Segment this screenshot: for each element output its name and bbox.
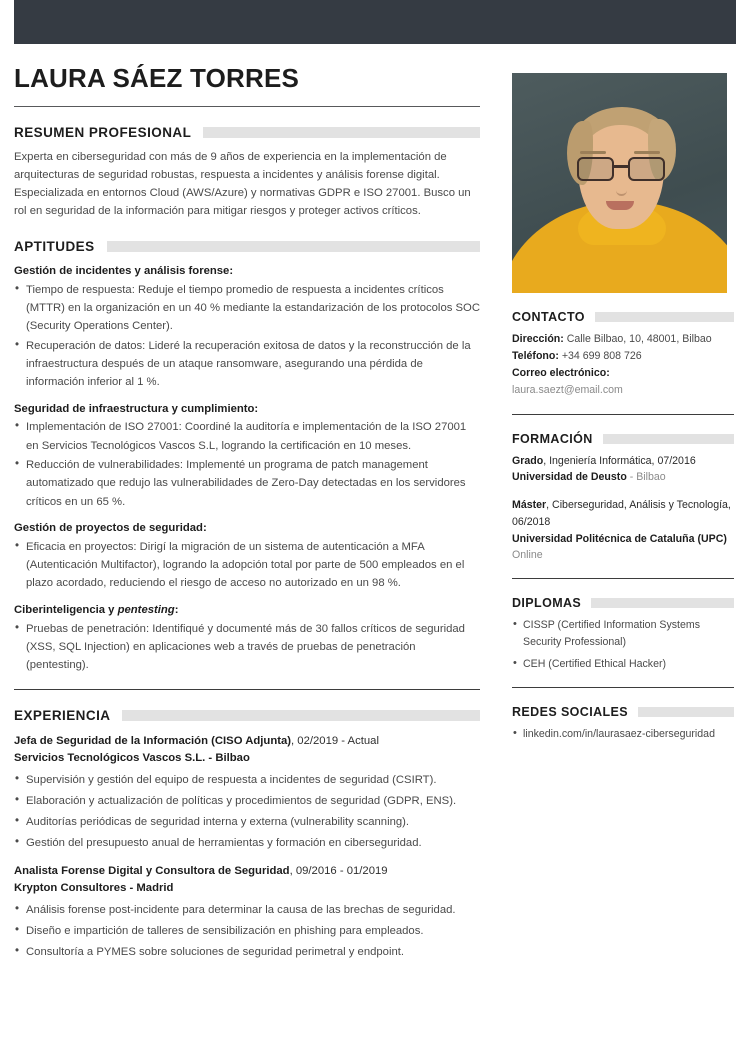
experience-entry bbox=[14, 733, 480, 853]
photo-nose bbox=[616, 185, 627, 196]
section-heading-contact bbox=[512, 310, 734, 324]
list-item: • Gestión del presupuesto anual de herramientas y formación en ciberseguridad. bbox=[14, 834, 480, 852]
education-note: Online bbox=[512, 549, 543, 562]
sidebar-divider bbox=[512, 414, 734, 415]
list-item: • Consultoría a PYMES sobre soluciones de seguridad perimetral y endpoint. bbox=[14, 943, 480, 961]
job-duties bbox=[14, 901, 480, 962]
address-label: Dirección: bbox=[512, 333, 564, 345]
list-item: • Tiempo de respuesta: Reduje el tiempo promedio de respuesta a incidentes críticos (MTTR) en la organización en un 40 % mediante la estandarización de los protocolos SOC (Security Operations Center). bbox=[14, 281, 480, 336]
education-title: FORMACIÓN bbox=[512, 431, 593, 446]
heading-bar bbox=[638, 707, 734, 717]
list-item: • Implementación de ISO 27001: Coordiné la auditoría e implementación de la ISO 27001 en Servicios Tecnológicos Vascos S.L, logrando la certificación en 10 meses. bbox=[14, 418, 480, 455]
section-heading-skills bbox=[14, 239, 480, 254]
education-degree: Grado bbox=[512, 454, 544, 467]
section-heading-social bbox=[512, 705, 734, 719]
skills-group-list bbox=[14, 538, 480, 593]
skills-group-heading: Gestión de proyectos de seguridad: bbox=[14, 521, 207, 534]
section-divider bbox=[14, 689, 480, 690]
list-item: • Diseño e impartición de talleres de sensibilización en phishing para empleados. bbox=[14, 922, 480, 940]
list-item: • Análisis forense post-incidente para determinar la causa de las brechas de seguridad. bbox=[14, 901, 480, 919]
avatar bbox=[512, 73, 727, 293]
list-item: • Recuperación de datos: Lideré la recuperación exitosa de datos y la reconstrucción de la infraestructura después de un ataque ransomware, asegurando una pérdida de información inferior al 1 %. bbox=[14, 337, 480, 392]
phone-label: Teléfono: bbox=[512, 350, 559, 363]
photo-lens-left bbox=[577, 157, 614, 181]
skills-title: APTITUDES bbox=[14, 238, 95, 254]
experience-title: EXPERIENCIA bbox=[14, 707, 111, 723]
photo-brow-right bbox=[634, 151, 660, 154]
sidebar-divider bbox=[512, 578, 734, 579]
summary-title: RESUMEN PROFESIONAL bbox=[14, 124, 192, 140]
skills-group-list bbox=[14, 281, 480, 392]
social-list bbox=[512, 726, 734, 743]
skills-group bbox=[14, 602, 480, 675]
contact-phone bbox=[512, 348, 734, 365]
job-title-line bbox=[14, 733, 480, 751]
title-divider bbox=[14, 106, 480, 107]
email-value[interactable]: laura.saezt@email.com bbox=[512, 384, 623, 397]
education-institution: Universidad Politécnica de Cataluña (UPC) bbox=[512, 532, 727, 545]
skills-group-heading-tail: : bbox=[174, 603, 179, 616]
list-item-social-link[interactable]: • linkedin.com/in/laurasaez-ciberseguridad bbox=[512, 726, 734, 743]
job-title-line bbox=[14, 863, 480, 881]
list-item: • Pruebas de penetración: Identifiqué y documenté más de 30 fallos críticos de seguridad (XSS, SQL Injection) en aplicaciones web a través de pruebas de penetración (pentesting). bbox=[14, 620, 480, 675]
education-degree: Máster bbox=[512, 499, 547, 512]
section-heading-diplomas bbox=[512, 596, 734, 610]
education-field: , Ciberseguridad, Análisis y Tecnología, 06/2018 bbox=[512, 499, 731, 528]
diplomas-list bbox=[512, 617, 734, 672]
skills-group-heading bbox=[14, 602, 480, 619]
education-institution-line bbox=[512, 531, 734, 548]
main-column bbox=[14, 44, 480, 965]
skills-group-list bbox=[14, 620, 480, 675]
sidebar-divider bbox=[512, 687, 734, 688]
skills-group-heading: Gestión de incidentes y análisis forense: bbox=[14, 264, 234, 277]
job-company: Servicios Tecnológicos Vascos S.L. - Bilbao bbox=[14, 752, 250, 765]
list-item: • Elaboración y actualización de políticas y procedimientos de seguridad (GDPR, ENS). bbox=[14, 792, 480, 810]
education-entry bbox=[512, 497, 734, 564]
contact-title: CONTACTO bbox=[512, 310, 585, 324]
contact-address bbox=[512, 331, 734, 348]
list-item: • Eficacia en proyectos: Dirigí la migración de un sistema de autenticación a MFA (Autenticación Multifactor), logrando la adopción total por parte de 500 empleados en el plazo acordado, reduciendo el riesgo de acceso no autorizado en un 98 %. bbox=[14, 538, 480, 593]
list-item: • CEH (Certified Ethical Hacker) bbox=[512, 656, 734, 673]
section-heading-education bbox=[512, 432, 734, 446]
section-heading-experience bbox=[14, 708, 480, 723]
job-role: Jefa de Seguridad de la Información (CISO Adjunta) bbox=[14, 734, 292, 747]
skills-group bbox=[14, 401, 480, 511]
education-entry bbox=[512, 453, 734, 486]
diplomas-title: DIPLOMAS bbox=[512, 596, 582, 611]
header-band bbox=[14, 0, 736, 44]
list-item: • CISSP (Certified Information Systems Security Professional) bbox=[512, 617, 734, 650]
experience-entry bbox=[14, 863, 480, 962]
skills-group bbox=[14, 520, 480, 593]
heading-bar bbox=[595, 312, 734, 322]
education-degree-line bbox=[512, 453, 734, 470]
job-dates: , 02/2019 - Actual bbox=[291, 734, 379, 747]
job-dates: , 09/2016 - 01/2019 bbox=[289, 864, 388, 877]
email-label: Correo electrónico: bbox=[512, 367, 610, 380]
job-role: Analista Forense Digital y Consultora de Seguridad bbox=[14, 864, 290, 877]
photo-lens-right bbox=[628, 157, 665, 181]
heading-bar bbox=[203, 127, 480, 138]
address-value: Calle Bilbao, 10, 48001, Bilbao bbox=[566, 333, 712, 345]
list-item: • Supervisión y gestión del equipo de respuesta a incidentes de seguridad (CSIRT). bbox=[14, 771, 480, 789]
job-company: Krypton Consultores - Madrid bbox=[14, 882, 174, 895]
education-institution: Universidad de Deusto bbox=[512, 471, 627, 484]
page-title: LAURA SÁEZ TORRES bbox=[14, 63, 300, 93]
job-duties bbox=[14, 771, 480, 853]
list-item: • Auditorías periódicas de seguridad interna y externa (vulnerability scanning). bbox=[14, 813, 480, 831]
photo-brow-left bbox=[580, 151, 606, 154]
skills-group-heading: Seguridad de infraestructura y cumplimiento: bbox=[14, 402, 259, 415]
contact-email-label-row bbox=[512, 365, 734, 382]
education-location: - Bilbao bbox=[626, 471, 666, 484]
skills-group-heading-text: Ciberinteligencia y bbox=[14, 603, 118, 616]
skills-group bbox=[14, 263, 480, 392]
skills-group-list bbox=[14, 418, 480, 510]
education-field: , Ingeniería Informática, 07/2016 bbox=[543, 454, 696, 467]
section-heading-summary bbox=[14, 125, 480, 140]
heading-bar bbox=[603, 434, 734, 444]
sidebar-column bbox=[512, 44, 734, 747]
skills-group-heading-italic: pentesting bbox=[117, 603, 175, 616]
heading-bar bbox=[107, 241, 480, 252]
list-item: • Reducción de vulnerabilidades: Implementé un programa de patch management automatizado que redujo las vulnerabilidades de Zero-Day detectadas en los servidores críticos en un 65 %. bbox=[14, 456, 480, 511]
summary-text: Experta en ciberseguridad con más de 9 años de experiencia en la implementación de arquitecturas de seguridad robustas, respuesta a incidentes y análisis forense digital. Especializada en entornos Cloud (AWS/Azure) y normativas GDPR e ISO 27001. Busco un rol en seguridad de la información para mitigar riesgos y proteger activos críticos. bbox=[14, 150, 471, 218]
heading-bar bbox=[122, 710, 480, 721]
glasses-icon bbox=[576, 157, 666, 181]
phone-value: +34 699 808 726 bbox=[561, 350, 642, 363]
heading-bar bbox=[591, 598, 734, 608]
social-title: REDES SOCIALES bbox=[512, 704, 629, 719]
education-degree-line bbox=[512, 497, 734, 530]
education-institution-line bbox=[512, 469, 734, 486]
photo-glasses-bridge bbox=[614, 165, 628, 168]
